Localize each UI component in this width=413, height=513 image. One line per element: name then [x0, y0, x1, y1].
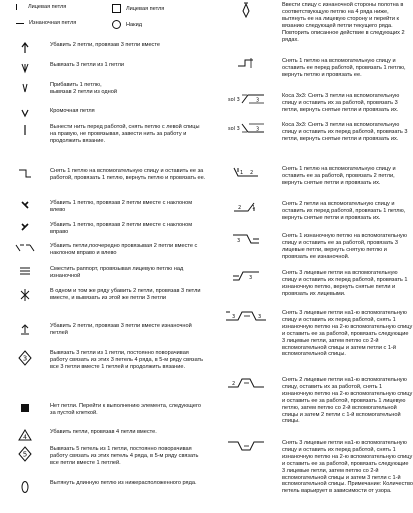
svg-text:1: 1: [252, 205, 256, 211]
svg-text:3: 3: [22, 354, 28, 363]
row-text: Сместить раппорт, провязывая лицевую петлю над изнаночной: [50, 266, 184, 279]
cluster-icon: [0, 288, 50, 302]
legend-knit: [16, 4, 66, 10]
legend-row: [0, 350, 206, 398]
cross-1-2-back-icon: [210, 166, 282, 178]
cable-3x3-left-icon: [210, 93, 282, 105]
row-text: Убавить 2 петли, провязав 3 петли вместе: [50, 42, 160, 48]
long-slip-icon: [210, 2, 282, 18]
row-text: Снять 3 лицевые петли на1-ю вспомогательную спицу и оставить их перед работой, снять 1 изнаночную петлю на 2-ю вспомогательную спицу и оставить ее за работой, провязать следующие 3 лицевые петли, затем петлю со 2-й вспомогательной спицы и затем петли с 1-й вспомогательной спицы.: [282, 310, 413, 358]
svg-text:1: 1: [240, 170, 244, 176]
row-text: Снять 1 петлю на вспомогательную спицу и оставить ее перед работой, провязать 1 петлю, вернуть петлю и провязать ее.: [282, 58, 406, 78]
legend-purl: [16, 20, 76, 26]
cable-label-right: 3: [256, 97, 260, 104]
row-text: Вывязать 3 петли из 1 петли, постоянно поворачивая работу связать из этих 3 петель 4 ряда, в 5-м ряду связать все 3 петли вместе 1 петлей и продолжить вязание.: [50, 350, 204, 370]
row-text: Убавить петли, провязав 4 петли вместе.: [50, 429, 157, 435]
cross-purl-3-icon: [210, 233, 282, 245]
legend-row: [0, 480, 206, 502]
long-loop-icon: [0, 480, 50, 494]
svg-text:3: 3: [237, 238, 241, 244]
row-text: Снять 1 петлю на вспомогательную спицу и оставить ее за работой, провязать 2 петли, вернуть снятые петли и провязать их.: [282, 166, 396, 186]
legend-row: [0, 124, 206, 166]
bobble-3-icon: [0, 350, 50, 366]
legend-row: [0, 429, 206, 441]
legend-row: [0, 323, 206, 343]
row-text: Коса 3х3: Снять 3 петли на вспомогательную спицу и оставить их за работой, провязать 3 петли, вернуть снятые петли и провязать их.: [282, 93, 400, 113]
no-stitch-icon: [0, 403, 50, 413]
dec-3-purl-icon: [0, 323, 50, 335]
legend-row: [210, 440, 413, 510]
cross-2-1-2-icon: [210, 377, 282, 389]
row-text: Кромочная петля: [50, 108, 95, 114]
legend-row: [0, 222, 206, 242]
row-text: Снять 3 лицевые петли на1-ю вспомогательную спицу и оставить их перед работой, снять 1 изнаночную петлю на 2-ю вспомогательную спицу и оставить ее за работой, провязать следующие 3 лицевые петли, затем петлю со 2-й вспомогательной спицы и затем 3 петли с 1-й вспомогательной спицы. Примечание: Количество петель варьирует в зависимости от узора.: [282, 440, 413, 495]
legend-label: Накид: [126, 21, 142, 28]
slip-on-aux-needle-icon: [0, 168, 50, 178]
legend-row: [0, 266, 206, 286]
row-text: Снять 1 изнаночную петлю на вспомогательную спицу и оставить ее за работой, провязать 3 лицевые петли, вернуть снятую петлю и провязать ее изнаночной.: [282, 233, 407, 260]
legend-row: [0, 446, 206, 476]
svg-text:3: 3: [258, 314, 262, 320]
legend-row: [210, 58, 413, 84]
svg-text:3: 3: [249, 275, 253, 281]
row-text: Убавить 2 петли, провязав 3 петли вместе изнаночной петлей: [50, 323, 192, 336]
legend-row: [0, 108, 206, 120]
arrow-up-icon: [0, 42, 50, 54]
legend-row: [210, 377, 413, 433]
inc-3-in-1-icon: [0, 62, 50, 74]
row-text: Вывязать 3 петли из 1 петли: [50, 62, 124, 68]
svg-text:2: 2: [232, 381, 236, 387]
legend-row: [210, 93, 413, 117]
alternate-dec-icon: [0, 243, 50, 253]
row-text: Вытянуть длинную петлю из нижерасположенного ряда.: [50, 480, 197, 486]
legend-row: [0, 243, 206, 265]
legend-row: [0, 288, 206, 318]
slip-stitch-icon: [0, 124, 50, 136]
knit-stitch-icon: [16, 4, 23, 10]
legend-row: [210, 2, 413, 54]
row-text: Снять 2 лицевые петли на1-ю вспомогательную спицу, оставить их за работой, снять 1 изнаночную петлю на 2-ю вспомогательную спицу и оставить ее за работой, провязать 1 лицевую петлю, затем петлю со 2-й вспомогательной спицы и затем 2 петли с 1-й вспомогательной спицы.: [282, 377, 413, 425]
legend-yarn-over: [112, 20, 142, 29]
row-text: Убавить 1 петлю, провязав 2 петли вместе с наклоном влево: [50, 200, 193, 213]
cable-label-left: sol 3: [228, 97, 240, 103]
row-text: Вывязать 5 петель из 1 петли, постоянно поворачивая работу связать из этих петель 4 ряда, в 5-м ряду связать все петли вместе 1 петлей.: [50, 446, 199, 466]
svg-text:2: 2: [250, 170, 254, 176]
legend-row: [210, 233, 413, 263]
cross-3-purl-icon: [210, 270, 282, 282]
row-text: Убавить петли,поочередно провязывая 2 петли вместе с наклоном вправо и влево: [50, 243, 198, 256]
legend-knit-box: [112, 4, 164, 13]
row-text: Нет петли. Перейти к выполнению элемента, следующего за пустой клеткой.: [50, 403, 201, 416]
edge-stitch-icon: [0, 108, 50, 118]
legend-row: [0, 403, 206, 423]
legend-label: Лицевая петля: [126, 5, 165, 12]
bobble-5-icon: [0, 446, 50, 462]
cable-3x3-right-icon: [210, 122, 282, 134]
row-text: Убавить 1 петлю, провязав 2 петли вместе с наклоном вправо: [50, 222, 193, 235]
legend-row: [0, 168, 206, 194]
legend-label: Изнаночная петля: [29, 20, 77, 26]
legend-row: [210, 166, 413, 192]
legend-label: Лицевая петля: [28, 4, 67, 10]
dec-4-icon: [0, 429, 50, 441]
cross-2-1-front-icon: [210, 201, 282, 213]
row-text: Снять 2 петли на вспомогательную спицу и оставить их перед работой, провязать 1 петлю, вернуть снятые петли и провязать их.: [282, 201, 406, 221]
row-text: Снять 1 петлю на вспомогательную спицу и оставить ее за работой, провязать 1 петлю, вернуть петлю и провязать ее.: [50, 168, 206, 181]
row-text: В одном и том же ряду убавить 2 петли, провязав 3 петли вместе, и вывязать из этой же петли 3 петли: [50, 288, 201, 301]
row-text: Снять 3 лицевые петли на вспомогательную спицу и оставить их перед работой, провязать 1 изнаночную петлю, вернуть снятые петли и провязать их лицевыми.: [282, 270, 408, 297]
legend-row: [210, 310, 413, 370]
cross-1-1-front-icon: [210, 58, 282, 68]
empty-box-icon: [112, 4, 121, 13]
row-text: Ввести спицу с изнаночной стороны полотна в соответствующую петлю на 4 ряда ниже, вытянуть ее на лицевую сторону и перейти к вязанию следующей петли текущего ряда. Повторить описанное действие в следующих 2 рядах.: [282, 2, 405, 43]
yarn-over-icon: [112, 20, 121, 29]
row-text: Коса 3х3: Снять 3 петли на вспомогательную спицу и оставить их перед работой, провязать 3 петли, вернуть снятые петли и провязать их.: [282, 122, 408, 142]
cross-3-1-3b-icon: [210, 440, 282, 452]
legend-row: [0, 42, 206, 56]
cable-label-left: sol 3: [228, 126, 240, 132]
svg-text:3: 3: [232, 314, 236, 320]
row-text: Прибавить 1 петлю, вывязав 2 петли из одной: [50, 82, 117, 95]
svg-text:2: 2: [238, 205, 242, 211]
row-text: Вынести нить перед работой, снять петлю с левой спицы на правую, не провязывая, завести нить за работу и продолжить вязание.: [50, 124, 200, 144]
shift-repeat-icon: [0, 266, 50, 276]
cross-3-1-3-icon: [210, 310, 282, 322]
legend-row: [210, 201, 413, 227]
svg-text:4: 4: [23, 434, 27, 441]
legend-row: [0, 62, 206, 76]
cable-label-right: 3: [256, 126, 260, 133]
legend-row: [0, 200, 206, 220]
basic-symbols-legend: [0, 2, 206, 36]
dec-left-icon: [0, 200, 50, 210]
legend-row: [210, 270, 413, 304]
legend-row: [0, 82, 206, 102]
inc-1-icon: [0, 82, 50, 94]
svg-text:5: 5: [22, 450, 28, 459]
purl-stitch-icon: [16, 23, 24, 24]
dec-right-icon: [0, 222, 50, 232]
legend-row: [210, 122, 413, 156]
